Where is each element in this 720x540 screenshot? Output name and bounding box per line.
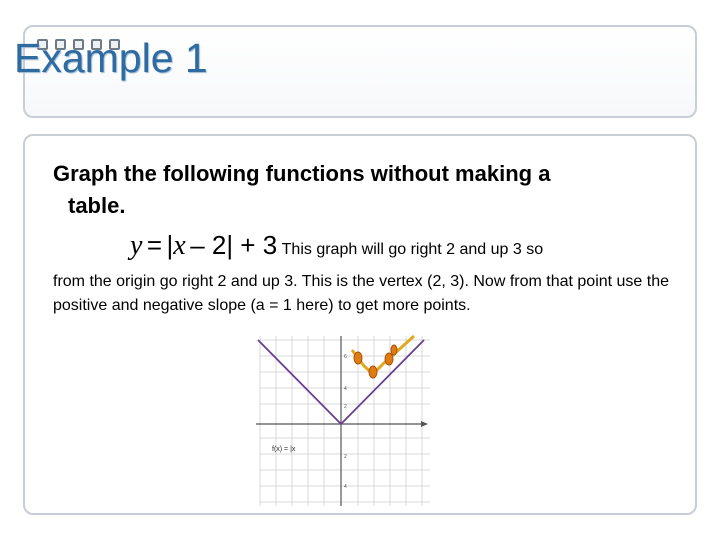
heading — [53, 158, 693, 222]
plotted-point — [391, 345, 397, 355]
y-tick-label: 4 — [344, 386, 347, 392]
function-label: f(x) = |x — [272, 446, 296, 453]
plotted-point — [354, 352, 362, 364]
plotted-point — [369, 366, 377, 378]
heading-line-2: table. — [68, 193, 126, 218]
y-tick-label: 4 — [344, 484, 347, 490]
slide-title: Example 1 — [14, 35, 208, 81]
equation-x: x — [173, 230, 186, 261]
heading-line-1: Graph the following functions without making a — [53, 161, 551, 186]
x-axis-arrow-icon — [421, 421, 428, 427]
equation-equals: = — [146, 230, 163, 260]
y-tick-label: 2 — [344, 404, 347, 410]
y-tick-label: 2 — [344, 454, 347, 460]
explanation-paragraph: from the origin go right 2 and up 3. This is the vertex (2, 3). Now from that point use the positive and negative slope (a = 1 here) to get more points. — [53, 273, 670, 314]
equation-rest: – 2| + 3 — [190, 230, 278, 260]
explanation-inline: This graph will go right 2 and up 3 so — [281, 241, 544, 258]
plotted-point — [385, 353, 393, 365]
equation-y: y — [130, 230, 143, 261]
function-graph — [252, 328, 442, 510]
equation-bar: | — [166, 230, 174, 260]
equation-line — [130, 230, 543, 262]
y-tick-label: 6 — [344, 354, 347, 360]
